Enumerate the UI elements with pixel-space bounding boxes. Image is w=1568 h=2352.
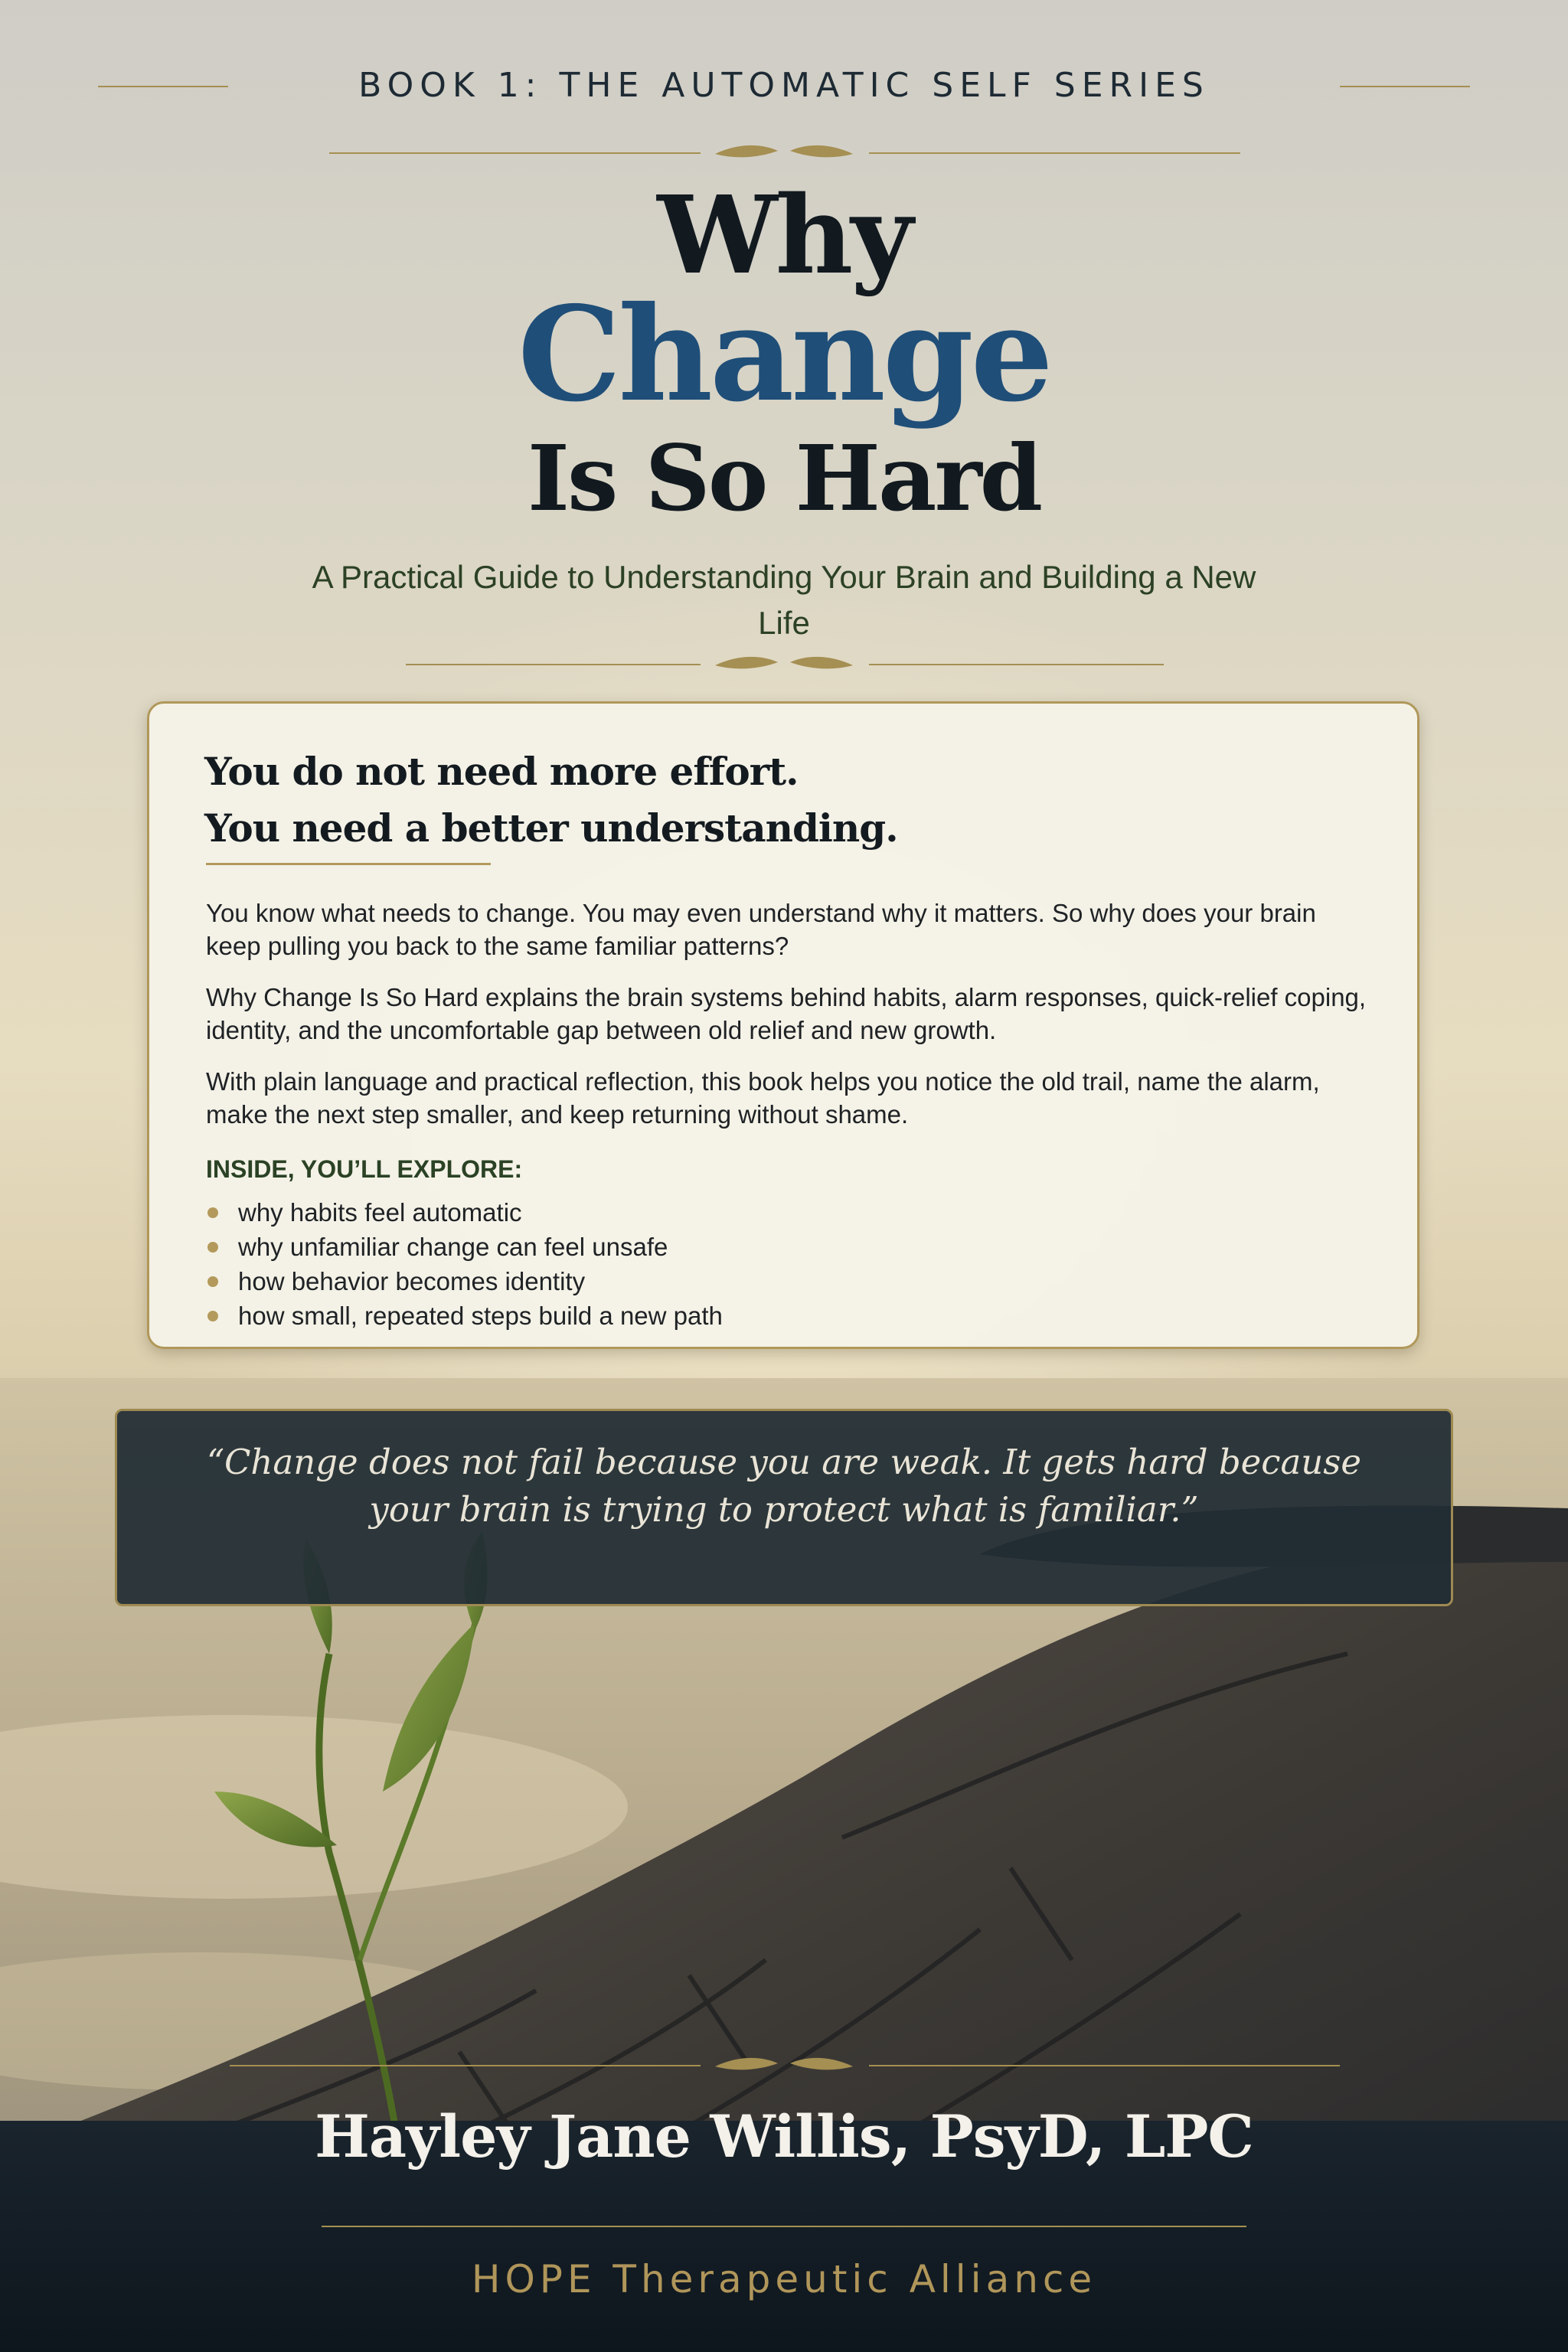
paragraph: Why Change Is So Hard explains the brain systems behind habits, alarm responses, quick-relief coping, identity, and the uncomfortable gap between old relief and new growth.	[206, 983, 1367, 1044]
list-item: why unfamiliar change can feel unsafe	[206, 1230, 723, 1264]
subtitle: A Practical Guide to Understanding Your Brain and Building a New Life	[312, 559, 1256, 641]
list-item: why habits feel automatic	[206, 1195, 723, 1230]
title-line-why: Why	[657, 173, 911, 299]
divider-line	[869, 664, 1164, 665]
author-name: Hayley Jane Willis, PsyD, LPC	[315, 2102, 1253, 2171]
headline-line: You need a better understanding.	[204, 805, 898, 851]
publisher-name: HOPE Therapeutic Alliance	[471, 2257, 1097, 2301]
divider-line	[406, 664, 701, 665]
quote-text: “Change does not fail because you are weak. It gets hard because your brain is trying to protect what is familiar.”	[206, 1442, 1362, 1530]
card-headline	[204, 743, 1353, 857]
ornament-icon	[707, 652, 861, 675]
divider-line	[869, 2065, 1340, 2066]
divider-line	[230, 2065, 701, 2066]
explore-heading: INSIDE, YOU’LL EXPLORE:	[206, 1155, 523, 1183]
explore-list	[206, 1195, 723, 1333]
paragraph: You know what needs to change. You may even understand why it matters. So why does your brain keep pulling you back to the same familiar patterns?	[206, 899, 1316, 960]
quote-box	[115, 1409, 1453, 1606]
bullet-icon	[207, 1207, 218, 1218]
list-item: how small, repeated steps build a new path	[206, 1298, 723, 1333]
bullet-icon	[207, 1276, 218, 1287]
divider-line	[322, 2226, 1246, 2227]
divider-line	[329, 152, 701, 154]
ornament-icon	[707, 2053, 861, 2076]
headline-line: You do not need more effort.	[204, 749, 799, 794]
list-item: how behavior becomes identity	[206, 1264, 723, 1298]
title-line-change: Change	[518, 278, 1050, 431]
bullet-icon	[207, 1242, 218, 1253]
description-card	[147, 701, 1419, 1349]
ornament-icon	[707, 140, 861, 163]
series-label: BOOK 1: THE AUTOMATIC SELF SERIES	[358, 66, 1210, 105]
bullet-icon	[207, 1311, 218, 1321]
title-line-hard: Is So Hard	[527, 425, 1041, 531]
divider-line	[206, 863, 491, 865]
divider-line	[869, 152, 1240, 154]
paragraph: With plain language and practical reflection, this book helps you notice the old trail, name the alarm, make the next step smaller, and keep returning without shame.	[206, 1067, 1320, 1129]
